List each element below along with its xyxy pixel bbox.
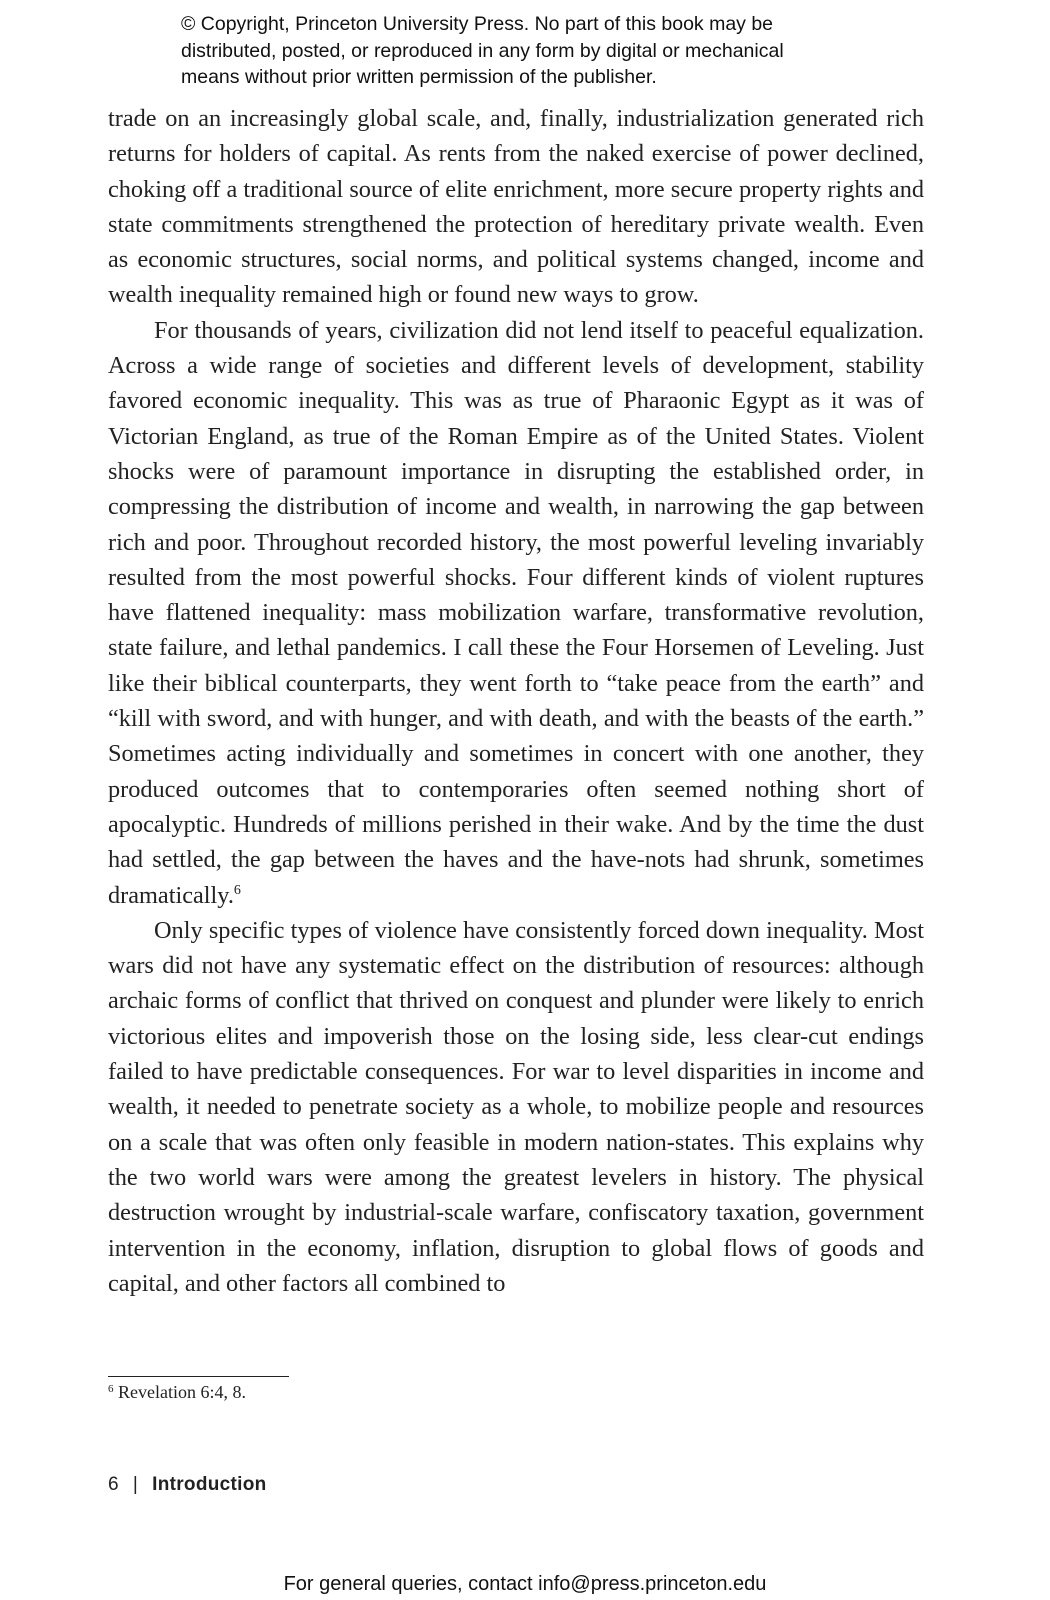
paragraph bbox=[108, 101, 924, 313]
page-number: 6 bbox=[108, 1474, 119, 1495]
contact-footer: For general queries, contact info@press.princeton.edu bbox=[283, 1573, 767, 1595]
paragraph-text: Only specific types of violence have consistently forced down inequality. Most wars did not have any systematic effect on the distribution of resources: although archaic forms of conflict that thrived on conquest and plunder were likely to enrich victorious elites and impoverish those on the losing side, less clear-cut endings failed to have predictable consequences. For war to level disparities in income and wealth, it needed to penetrate society as a whole, to mobilize people and resources on a scale that was often only feasible in modern nation-states. This explains why the two world wars were among the greatest levelers in history. The physical destruction wrought by industrial-scale warfare, confiscatory taxation, government intervention in the economy, inflation, disruption to global flows of goods and capital, and other factors all combined to bbox=[108, 916, 924, 1297]
footnote-number: 6 bbox=[108, 1383, 114, 1395]
page-folio bbox=[108, 1473, 267, 1497]
section-title: Introduction bbox=[152, 1474, 267, 1495]
footnote-rule bbox=[108, 1376, 289, 1377]
paragraph-text: For thousands of years, civilization did not lend itself to peaceful equalization. Across a wide range of societies and different levels of development, stability favored economic inequality. This was as true of Pharaonic Egypt as it was of Victorian England, as true of the Roman Empire as of the United States. Violent shocks were of paramount importance in disrupting the established order, in compressing the distribution of income and wealth, in narrowing the gap between rich and poor. Throughout recorded history, the most powerful leveling invariably resulted from the most powerful shocks. Four different kinds of violent ruptures have flattened inequality: mass mobilization warfare, transformative revolution, state failure, and lethal pandemics. I call these the Four Horsemen of Leveling. Just like their biblical counterparts, they went forth to “take peace from the earth” and “kill with sword, and with hunger, and with death, and with the beasts of the earth.” Sometimes acting individually and sometimes in concert with one another, they produced outcomes that to contemporaries often seemed nothing short of apocalyptic. Hundreds of millions perished in their wake. And by the time the dust had settled, the gap between the haves and the have-nots had shrunk, sometimes dramatically. bbox=[108, 316, 924, 909]
body-text bbox=[108, 101, 924, 1301]
footnote-text: Revelation 6:4, 8. bbox=[118, 1382, 246, 1402]
footnote-reference[interactable]: 6 bbox=[233, 882, 241, 898]
footnote bbox=[108, 1380, 246, 1404]
paragraph-text: trade on an increasingly global scale, and, finally, industrialization generated rich returns for holders of capital. As rents from the naked exercise of power declined, choking off a traditional source of elite enrichment, more secure property rights and state commitments strengthened the protection of hereditary private wealth. Even as economic structures, social norms, and political systems changed, income and wealth inequality remained high or found new ways to grow. bbox=[108, 105, 924, 309]
folio-separator: | bbox=[132, 1474, 139, 1495]
paragraph bbox=[108, 313, 924, 913]
copyright-notice: © Copyright, Princeton University Press. No part of this book may be distributed, posted, or reproduced in any form by digital or mechanical means without prior written permission of the publisher. bbox=[181, 13, 784, 88]
paragraph bbox=[108, 913, 924, 1301]
